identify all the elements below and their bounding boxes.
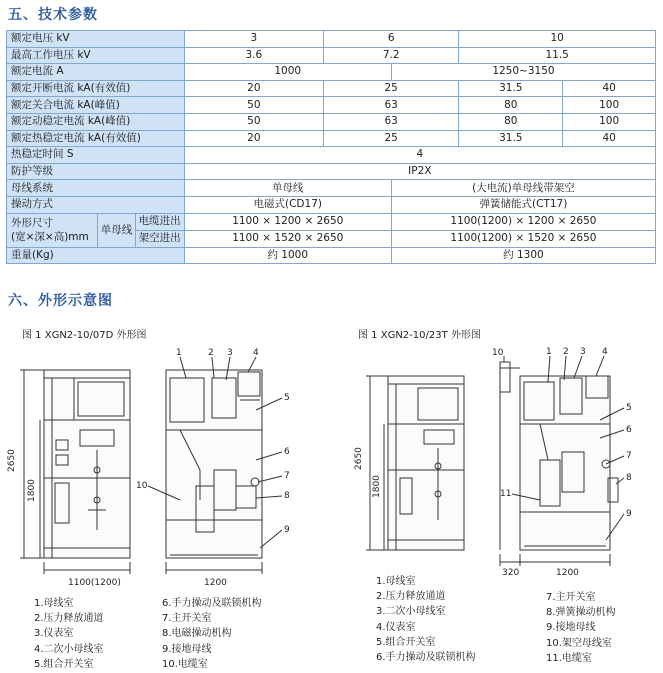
row-label: 额定动稳定电流 kA(峰值) [7,113,185,130]
cell: 约 1000 [184,247,391,264]
legend-fig2-right [546,590,616,666]
legend-item: 4.二次小母线室 [34,643,104,655]
cell: 4 [184,147,655,164]
dim-label: 外形尺寸 [11,217,53,230]
legend-item: 7.主开关室 [546,592,596,603]
busbar-label: 单母线 [98,214,135,247]
fig1-side-view [166,370,262,558]
callout-2: 2 [208,348,214,358]
row-label: 热稳定时间 S [7,147,185,164]
dim-depth: 1200 [204,578,227,588]
cell: 63 [324,113,459,130]
callout-7: 7 [284,471,290,481]
cell: 40 [563,130,656,147]
cell: 1100 × 1200 × 2650 [184,213,391,230]
cell: IP2X [184,163,655,180]
legend-fig2-left [376,574,476,665]
cell: (大电流)单母线带架空 [391,180,655,197]
legend-fig1-left [34,596,104,672]
row-label: 额定关合电流 kA(峰值) [7,97,185,114]
legend-item: 9.接地母线 [162,643,212,655]
cell: 3 [184,31,323,48]
legend-item: 4.仪表室 [376,621,416,633]
section-title-specs: 五、技术参数 [8,7,98,23]
callout-8: 8 [626,473,632,483]
row-label: 操动方式 [7,196,185,213]
cell: 1100 × 1520 × 2650 [184,230,391,247]
legend-item: 10.架空母线室 [546,637,612,649]
cell: 50 [184,113,323,130]
cell: 20 [184,80,323,97]
callout-9: 9 [626,509,632,519]
dim-320: 320 [502,568,520,578]
cell: 25 [324,130,459,147]
cell: 80 [459,97,563,114]
callout-5: 5 [626,403,632,413]
legend-item: 1.母线室 [34,598,74,609]
cell: 100 [563,113,656,130]
legend-item: 1.母线室 [376,576,416,587]
row-label: 最高工作电压 kV [7,47,185,64]
cell: 31.5 [459,130,563,147]
row-label: 防护等级 [7,163,185,180]
cell: 1100(1200) × 1200 × 2650 [391,213,655,230]
legend-item: 5.组合开关室 [376,636,436,648]
cell: 63 [324,97,459,114]
callout-6: 6 [284,447,290,457]
callout-4: 4 [602,347,608,357]
figure-caption-2: 图 1 XGN2-10/23T 外形图 [358,330,481,341]
row-label: 额定电压 kV [7,31,185,48]
dim-label-sub: (宽×深×高)mm [11,231,89,244]
cell: 电磁式(CD17) [184,196,391,213]
overhead-label: 架空进出 [138,232,181,245]
cell: 50 [184,97,323,114]
row-label: 额定开断电流 kA(有效值) [7,80,185,97]
legend-item: 2.压力释放通道 [376,591,446,603]
callout-3: 3 [227,348,233,358]
legend-item: 6.手力操动及联锁机构 [162,598,262,609]
cell: 6 [324,31,459,48]
cell: 40 [563,80,656,97]
callout-2: 2 [563,347,569,357]
callout-11: 11 [500,489,512,499]
cell: 20 [184,130,323,147]
callout-10: 10 [136,481,148,491]
figure-caption-1: 图 1 XGN2-10/07D 外形图 [22,330,147,341]
legend-item: 7.主开关室 [162,613,212,625]
dim-width: 1100(1200) [68,578,121,588]
callout-4: 4 [253,348,259,358]
callout-1: 1 [176,348,182,358]
legend-item: 11.电缆室 [546,652,592,664]
dim-height-2650: 2650 [7,449,17,472]
callout-7: 7 [626,451,632,461]
cell: 25 [324,80,459,97]
legend-item: 6.手力操动及联锁机构 [376,652,476,664]
cell: 1100(1200) × 1520 × 2650 [391,230,655,247]
cell: 弹簧储能式(CT17) [391,196,655,213]
cell: 7.2 [324,47,459,64]
callout-5: 5 [284,393,290,403]
dim-height-2650: 2650 [354,447,364,470]
cell: 约 1300 [391,247,655,264]
cell: 100 [563,97,656,114]
callout-9: 9 [284,525,290,535]
cell: 1250~3150 [391,64,655,81]
cell: 10 [459,31,656,48]
row-label: 额定热稳定电流 kA(有效值) [7,130,185,147]
callout-3: 3 [580,347,586,357]
cell: 31.5 [459,80,563,97]
fig2-side-view [500,362,618,550]
row-label: 重量(Kg) [7,247,185,264]
dim-height-1800: 1800 [27,479,37,502]
legend-item: 10.电缆室 [162,658,208,670]
cell: 3.6 [184,47,323,64]
legend-item: 8.电磁操动机构 [162,628,232,640]
legend-item: 5.组合开关室 [34,658,94,670]
legend-item: 3.二次小母线室 [376,606,446,618]
cell: 单母线 [184,180,391,197]
fig1-front-view [44,370,130,558]
legend-item: 9.接地母线 [546,622,596,634]
callout-10: 10 [492,348,504,358]
legend-item: 8.弹簧操动机构 [546,607,616,619]
callout-1: 1 [546,347,552,357]
legend-item: 3.仪表室 [34,628,74,640]
dim-depth: 1200 [556,568,579,578]
cell: 11.5 [459,47,656,64]
cable-label: 电缆进出 [135,214,184,231]
legend-item: 2.压力释放通道 [34,613,104,625]
cell: 1000 [184,64,391,81]
row-label: 额定电流 A [7,64,185,81]
callout-8: 8 [284,491,290,501]
cell: 80 [459,113,563,130]
dim-height-1800: 1800 [372,475,382,498]
fig2-front-view [388,376,464,550]
row-label: 母线系统 [7,180,185,197]
legend-fig1-right [162,596,262,672]
callout-6: 6 [626,425,632,435]
section-title-drawings: 六、外形示意图 [8,293,113,309]
